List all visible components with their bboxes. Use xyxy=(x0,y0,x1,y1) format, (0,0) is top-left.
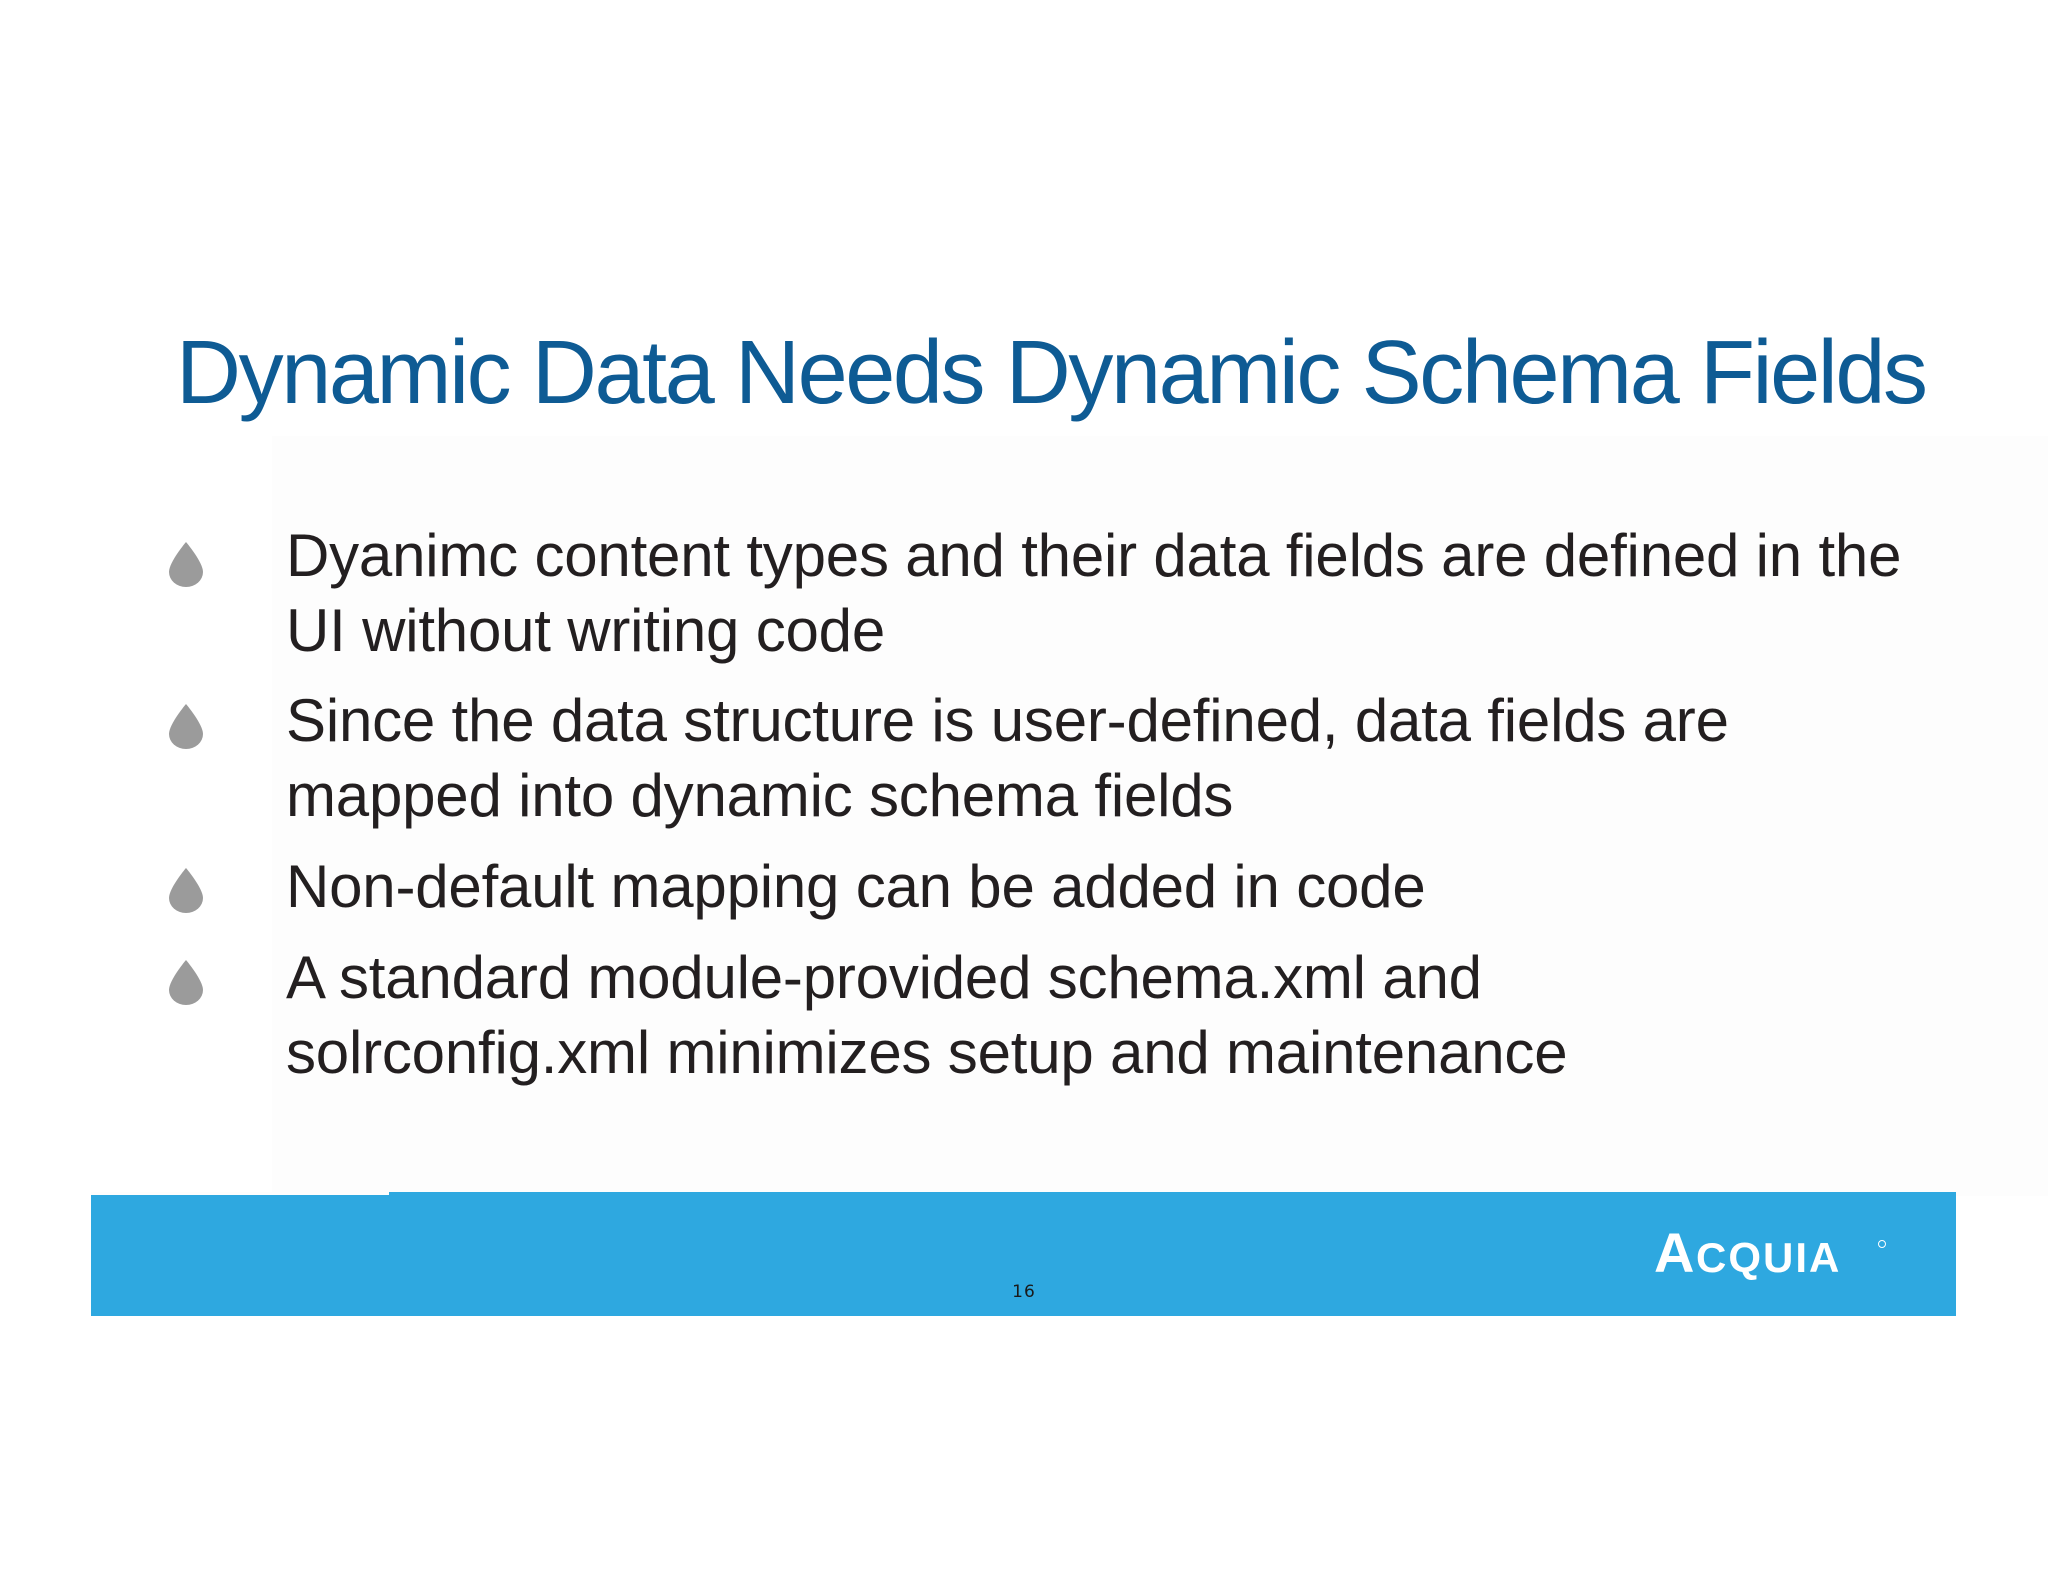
bullet-text: Dyanimc content types and their data fields are defined in the UI without writing code xyxy=(286,522,1902,664)
svg-text:A: A xyxy=(1654,1222,1696,1282)
slide-title: Dynamic Data Needs Dynamic Schema Fields xyxy=(176,323,1926,423)
acquia-logo xyxy=(1650,1222,1890,1282)
droplet-icon xyxy=(167,958,205,1006)
bullet-text: A standard module-provided schema.xml and solrconfig.xml minimizes setup and maintenance xyxy=(286,944,1568,1086)
droplet-icon xyxy=(167,866,205,914)
svg-text:CQUIA: CQUIA xyxy=(1696,1234,1842,1281)
page-number: 16 xyxy=(1012,1282,1036,1302)
droplet-icon xyxy=(167,702,205,750)
droplet-icon xyxy=(167,540,205,588)
bullet-text: Since the data structure is user-defined, data fields are mapped into dynamic schema fields xyxy=(286,687,1729,829)
bullet-text: Non-default mapping can be added in code xyxy=(286,853,1426,920)
footer-notch xyxy=(91,1192,389,1195)
